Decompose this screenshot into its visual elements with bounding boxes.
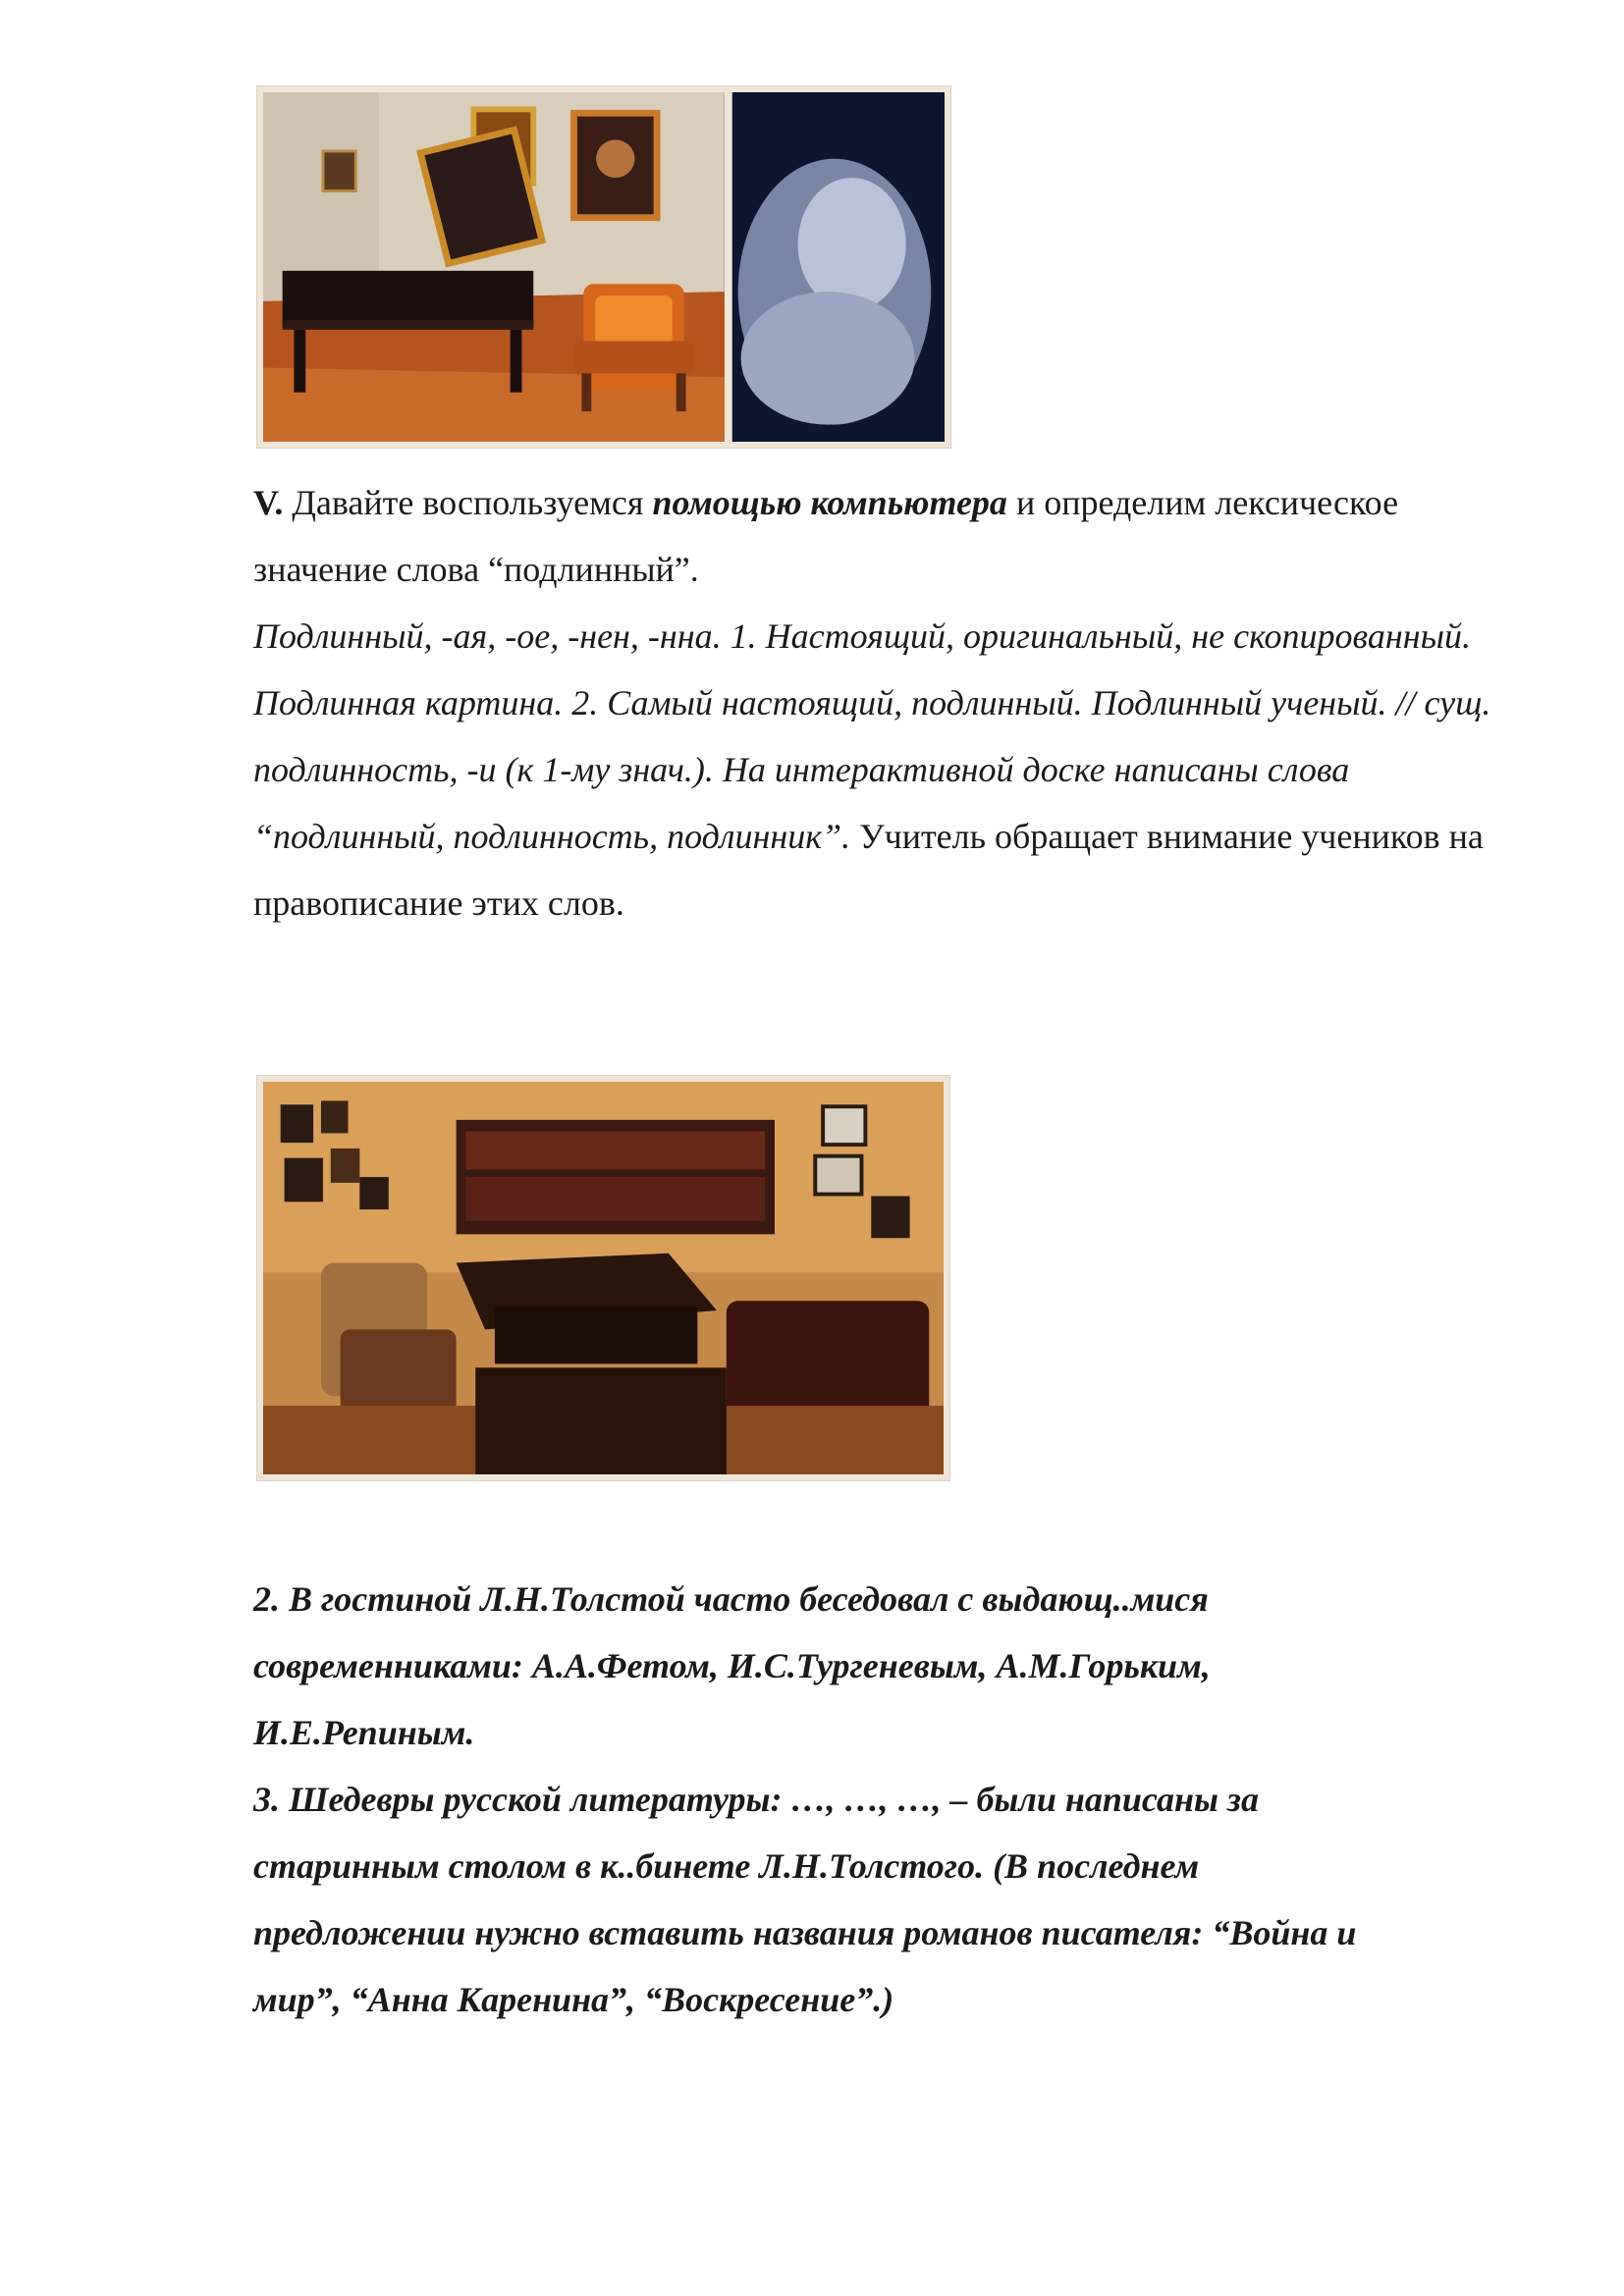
sentence-3-line-2: старинным столом в к..бинете Л.Н.Толстого. (В последнем (253, 1846, 1200, 1886)
dictionary-definition: Подлинный, -ая, -ое, -нен, -нна. 1. Настоящий, оригинальный, не скопированный. Подлинная картина. 2. Самый настоящий, подлинный. Подлинный ученый. // сущ. подлинность, -и (к 1-му знач.). На интерактивной доске написаны слова “подлинный, подлинность, подлинник”. (253, 616, 1491, 856)
intro-emphasis: помощью компьютера (652, 483, 1007, 522)
study-room-with-desk-icon (263, 1082, 944, 1474)
sentence-2-line-1: 2. В гостиной Л.Н.Толстой часто беседовал с выдающ..мися (253, 1579, 1209, 1619)
section-v-paragraph (253, 469, 1530, 603)
teacher-note: Учитель обращает внимание учеников на правописание этих слов. (253, 817, 1484, 923)
room-with-piano-and-portrait-icon (263, 92, 945, 442)
sentence-3-line-3: предложении нужно вставить названия романов писателя: “Война и (253, 1913, 1357, 1952)
sentence-2-line-2: современниками: А.А.Фетом, И.С.Тургеневым, А.М.Горьким, (253, 1646, 1211, 1685)
sentence-3-line-1: 3. Шедевры русской литературы: …, …, …, – были написаны за (253, 1780, 1259, 1819)
definition-paragraph (253, 603, 1520, 936)
sentence-2-line-3: И.Е.Репиным. (253, 1713, 475, 1752)
museum-room-photo (257, 86, 950, 448)
intro-after: и определим лексическое значение слова “подлинный”. (253, 483, 1399, 589)
section-v-text (253, 469, 1530, 936)
intro-before: Давайте воспользуемся (283, 483, 653, 522)
study-room-photo (257, 1076, 949, 1480)
sentences-block (253, 1566, 1530, 2033)
sentence-3-line-4: мир”, “Анна Каренина”, “Воскресение”.) (253, 1980, 894, 2019)
section-numeral: V. (253, 483, 284, 522)
